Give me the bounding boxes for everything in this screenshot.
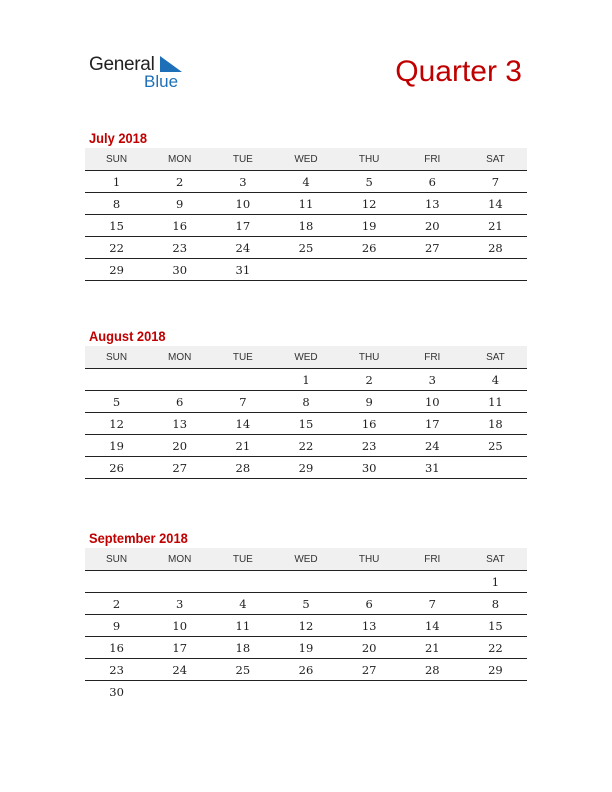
day-cell: 29: [274, 457, 337, 479]
day-cell: 8: [85, 193, 148, 215]
weekday-header: SUN: [85, 148, 148, 171]
day-cell: [401, 259, 464, 281]
day-cell: 28: [401, 659, 464, 681]
day-cell: 3: [401, 369, 464, 391]
day-cell: 8: [464, 593, 527, 615]
weekday-header: WED: [274, 548, 337, 571]
day-cell: 25: [464, 435, 527, 457]
day-cell: 5: [274, 593, 337, 615]
day-cell: 24: [148, 659, 211, 681]
day-cell: 6: [338, 593, 401, 615]
weekday-header: THU: [338, 148, 401, 171]
week-row: [85, 593, 527, 615]
day-cell: 27: [148, 457, 211, 479]
day-cell: 1: [274, 369, 337, 391]
day-cell: 31: [401, 457, 464, 479]
day-cell: 30: [338, 457, 401, 479]
weekday-header: TUE: [211, 346, 274, 369]
day-cell: 12: [274, 615, 337, 637]
day-cell: [338, 571, 401, 593]
day-cell: [464, 457, 527, 479]
weekday-header: SAT: [464, 346, 527, 369]
weekday-header: THU: [338, 346, 401, 369]
month-table: [85, 346, 527, 479]
week-row: [85, 571, 527, 593]
day-cell: [211, 681, 274, 703]
day-cell: 29: [85, 259, 148, 281]
day-cell: 27: [338, 659, 401, 681]
week-row: [85, 391, 527, 413]
weekday-header: TUE: [211, 148, 274, 171]
day-cell: 11: [274, 193, 337, 215]
day-cell: 12: [85, 413, 148, 435]
week-row: [85, 237, 527, 259]
day-cell: [464, 681, 527, 703]
day-cell: [148, 681, 211, 703]
logo-triangle-icon: [160, 56, 184, 72]
day-cell: 19: [274, 637, 337, 659]
weekday-header: SUN: [85, 548, 148, 571]
day-cell: 18: [464, 413, 527, 435]
weekday-header: WED: [274, 148, 337, 171]
day-cell: 27: [401, 237, 464, 259]
day-cell: 14: [401, 615, 464, 637]
day-cell: 2: [338, 369, 401, 391]
day-cell: [211, 571, 274, 593]
day-cell: 3: [211, 171, 274, 193]
month-title: September 2018: [89, 530, 188, 546]
week-row: [85, 637, 527, 659]
day-cell: 26: [338, 237, 401, 259]
day-cell: [211, 369, 274, 391]
day-cell: 26: [85, 457, 148, 479]
day-cell: 11: [211, 615, 274, 637]
day-cell: 16: [85, 637, 148, 659]
month-calendar-september: [85, 528, 527, 702]
week-row: [85, 171, 527, 193]
day-cell: 14: [211, 413, 274, 435]
day-cell: 30: [109, 684, 124, 699]
day-cell: 15: [85, 215, 148, 237]
day-cell: 3: [148, 593, 211, 615]
day-cell: 2: [85, 593, 148, 615]
day-cell: [338, 681, 401, 703]
day-cell: 21: [211, 435, 274, 457]
weekday-header: MON: [148, 148, 211, 171]
month-calendar-july: [85, 128, 527, 281]
day-cell: 17: [401, 413, 464, 435]
day-cell: 1: [85, 171, 148, 193]
day-cell: 16: [148, 215, 211, 237]
day-cell: 14: [464, 193, 527, 215]
weekday-header: SAT: [464, 148, 527, 171]
day-cell: 13: [401, 193, 464, 215]
day-cell: 22: [274, 435, 337, 457]
day-cell: [274, 259, 337, 281]
day-cell: 6: [148, 391, 211, 413]
day-cell: 10: [148, 615, 211, 637]
day-cell: 19: [338, 215, 401, 237]
day-cell: 19: [85, 435, 148, 457]
day-cell: 12: [338, 193, 401, 215]
day-cell: 9: [85, 615, 148, 637]
day-cell: 23: [85, 659, 148, 681]
day-cell: 22: [464, 637, 527, 659]
generalblue-logo: [89, 52, 199, 92]
day-cell: 21: [401, 637, 464, 659]
week-row: [85, 215, 527, 237]
day-cell: 4: [211, 593, 274, 615]
day-cell: 2: [148, 171, 211, 193]
day-cell: 5: [338, 171, 401, 193]
logo-text-general: General: [89, 54, 155, 75]
day-cell: [148, 571, 211, 593]
day-cell: 1: [464, 571, 527, 593]
day-cell: 24: [211, 237, 274, 259]
week-row: [85, 193, 527, 215]
day-cell: 4: [464, 369, 527, 391]
day-cell: 21: [464, 215, 527, 237]
month-title: July 2018: [89, 130, 148, 146]
day-cell: 17: [211, 215, 274, 237]
weekday-header: MON: [148, 548, 211, 571]
day-cell: [85, 369, 148, 391]
day-cell: 18: [211, 637, 274, 659]
weekday-header: MON: [148, 346, 211, 369]
day-cell: 15: [464, 615, 527, 637]
weekday-header: FRI: [401, 548, 464, 571]
day-cell: 15: [274, 413, 337, 435]
weekday-header: SAT: [464, 548, 527, 571]
day-cell: 20: [401, 215, 464, 237]
day-cell: 13: [338, 615, 401, 637]
day-cell: 7: [401, 593, 464, 615]
week-row: [85, 659, 527, 681]
day-cell: 25: [211, 659, 274, 681]
day-cell: 20: [338, 637, 401, 659]
week-row: [85, 435, 527, 457]
day-cell: 29: [464, 659, 527, 681]
day-cell: [338, 259, 401, 281]
day-cell: 10: [401, 391, 464, 413]
day-cell: 28: [464, 237, 527, 259]
month-calendar-august: [85, 326, 527, 479]
day-cell: [401, 571, 464, 593]
day-cell: 16: [338, 413, 401, 435]
week-row: [85, 681, 527, 703]
logo-text-blue: Blue: [144, 72, 179, 91]
day-cell: 9: [148, 193, 211, 215]
day-cell: 7: [464, 171, 527, 193]
day-cell: 20: [148, 435, 211, 457]
weekday-header: FRI: [401, 148, 464, 171]
day-cell: 4: [274, 171, 337, 193]
day-cell: [464, 259, 527, 281]
day-cell: 11: [464, 391, 527, 413]
weekday-header: SUN: [85, 346, 148, 369]
weekday-header: WED: [274, 346, 337, 369]
day-cell: [274, 681, 337, 703]
quarter-title: Quarter 3: [395, 55, 522, 88]
day-cell: 13: [148, 413, 211, 435]
day-cell: 17: [148, 637, 211, 659]
day-cell: [148, 369, 211, 391]
day-cell: 23: [338, 435, 401, 457]
day-cell: 18: [274, 215, 337, 237]
weekday-header: FRI: [401, 346, 464, 369]
day-cell: [401, 681, 464, 703]
week-row: [85, 413, 527, 435]
day-cell: 23: [148, 237, 211, 259]
day-cell: 26: [274, 659, 337, 681]
day-cell: [274, 571, 337, 593]
day-cell: [85, 571, 148, 593]
month-title: August 2018: [89, 328, 166, 344]
weekday-header: THU: [338, 548, 401, 571]
month-table: [85, 548, 527, 702]
day-cell: 30: [148, 259, 211, 281]
day-cell: 6: [401, 171, 464, 193]
weekday-header: TUE: [211, 548, 274, 571]
day-cell: 28: [211, 457, 274, 479]
day-cell: 24: [401, 435, 464, 457]
day-cell: 25: [274, 237, 337, 259]
month-table: [85, 148, 527, 281]
day-cell: 22: [85, 237, 148, 259]
day-cell: 8: [274, 391, 337, 413]
day-cell: 10: [211, 193, 274, 215]
week-row: [85, 457, 527, 479]
day-cell: 5: [85, 391, 148, 413]
week-row: [85, 369, 527, 391]
week-row: [85, 259, 527, 281]
day-cell: 31: [211, 259, 274, 281]
day-cell: 9: [338, 391, 401, 413]
week-row: [85, 615, 527, 637]
day-cell: 7: [211, 391, 274, 413]
